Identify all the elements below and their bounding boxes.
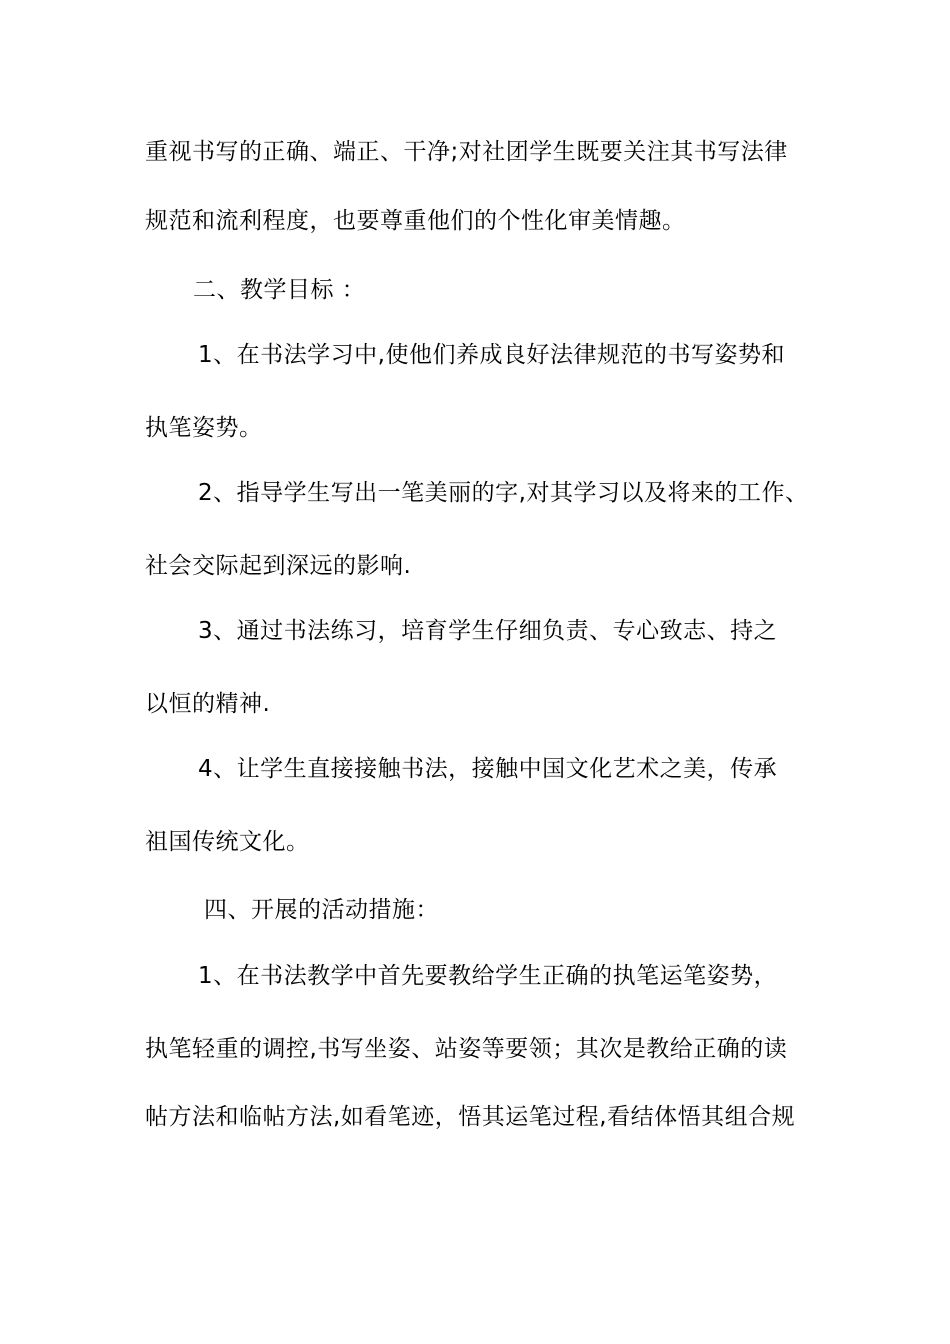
paragraph-line: 祖国传统文化。 [145, 829, 310, 855]
list-item-2: 2、指导学生写出一笔美丽的字,对其学习以及将来的工作、 [198, 480, 809, 506]
paragraph-line: 执笔轻重的调控,书写坐姿、站姿等要领；其次是教给正确的读 [145, 1036, 788, 1062]
paragraph-line: 执笔姿势。 [145, 415, 263, 441]
section-heading-teaching-goals: 二、教学目标 ： [193, 277, 366, 303]
paragraph-line: 以恒的精神. [145, 691, 271, 717]
list-item-activity-1: 1、在书法教学中首先要教给学生正确的执笔运笔姿势， [198, 963, 778, 989]
section-heading-activities: 四、开展的活动措施： [204, 897, 439, 923]
list-item-3: 3、通过书法练习，培育学生仔细负责、专心致志、持之 [198, 618, 778, 644]
paragraph-line: 帖方法和临帖方法,如看笔迹，悟其运笔过程,看结体悟其组合规 [145, 1104, 796, 1130]
list-item-1: 1、在书法学习中,使他们养成良好法律规范的书写姿势和 [198, 342, 785, 368]
paragraph-line: 规范和流利程度，也要尊重他们的个性化审美情趣。 [145, 208, 686, 234]
paragraph-line: 重视书写的正确、端正、干净;对社团学生既要关注其书写法律 [145, 139, 788, 165]
paragraph-line: 社会交际起到深远的影响. [145, 553, 412, 579]
list-item-4: 4、让学生直接接触书法，接触中国文化艺术之美，传承 [198, 756, 778, 782]
